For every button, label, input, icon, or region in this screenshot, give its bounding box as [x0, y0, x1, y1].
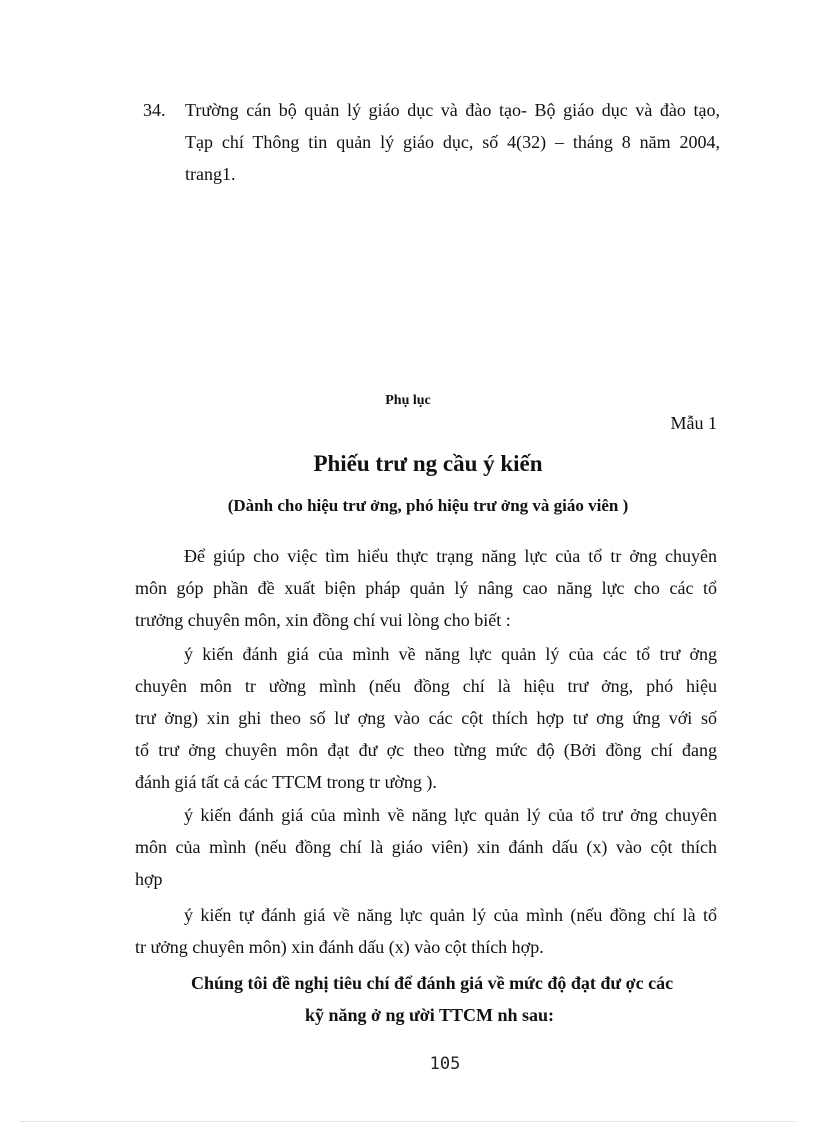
item3-line: tr ưởng chuyên môn) xin đánh dấu (x) vào cột thích hợp.: [135, 937, 544, 957]
item1-line: đánh giá tất cả các TTCM trong tr ường ).: [135, 772, 437, 792]
criteria-heading-line: Chúng tôi đề nghị tiêu chí để đánh giá về mức độ đạt đư ợc các: [191, 973, 674, 993]
item2-line: hợp: [135, 869, 163, 889]
intro-line: Để giúp cho việc tìm hiểu thực trạng năng lực của tổ tr ởng chuyên: [184, 546, 717, 566]
item1-line: chuyên môn tr ường mình (nếu đồng chí là hiệu trư ởng, phó hiệu: [135, 676, 717, 696]
appendix-title: Phụ lục: [385, 393, 431, 408]
reference-line: trang1.: [185, 164, 236, 184]
reference-line: Tạp chí Thông tin quản lý giáo dục, số 4(32) – tháng 8 năm 2004,: [185, 132, 720, 152]
item1-line: tổ trư ởng chuyên môn đạt đư ợc theo từng mức độ (Bởi đồng chí đang: [135, 740, 717, 760]
item2-line: ý kiến đánh giá của mình về năng lực quản lý của tổ trư ởng chuyên: [184, 805, 717, 825]
form-subtitle: (Dành cho hiệu trư ởng, phó hiệu trư ởng và giáo viên ): [227, 496, 629, 515]
item1-line: trư ởng) xin ghi theo số lư ợng vào các cột thích hợp tư ơng ứng với số: [135, 708, 717, 728]
form-id: Mẫu 1: [670, 413, 717, 433]
footer-divider: [20, 1121, 796, 1122]
criteria-heading-line: kỹ năng ở ng ười TTCM nh sau:: [305, 1005, 554, 1025]
intro-line: trưởng chuyên môn, xin đồng chí vui lòng cho biết :: [135, 610, 511, 630]
intro-line: môn góp phần đề xuất biện pháp quản lý nâng cao năng lực cho các tổ: [135, 578, 717, 598]
reference-line: Trường cán bộ quản lý giáo dục và đào tạo- Bộ giáo dục và đào tạo,: [185, 100, 720, 120]
item2-line: môn của mình (nếu đồng chí là giáo viên) xin đánh dấu (x) vào cột thích: [135, 837, 717, 857]
item1-line: ý kiến đánh giá của mình về năng lực quản lý của các tổ trư ởng: [184, 644, 717, 664]
form-title: Phiếu trư ng cầu ý kiến: [313, 451, 543, 476]
item3-line: ý kiến tự đánh giá về năng lực quản lý của mình (nếu đồng chí là tổ: [184, 905, 717, 925]
reference-number: 34.: [143, 100, 166, 120]
page-number: 105: [429, 1054, 461, 1074]
